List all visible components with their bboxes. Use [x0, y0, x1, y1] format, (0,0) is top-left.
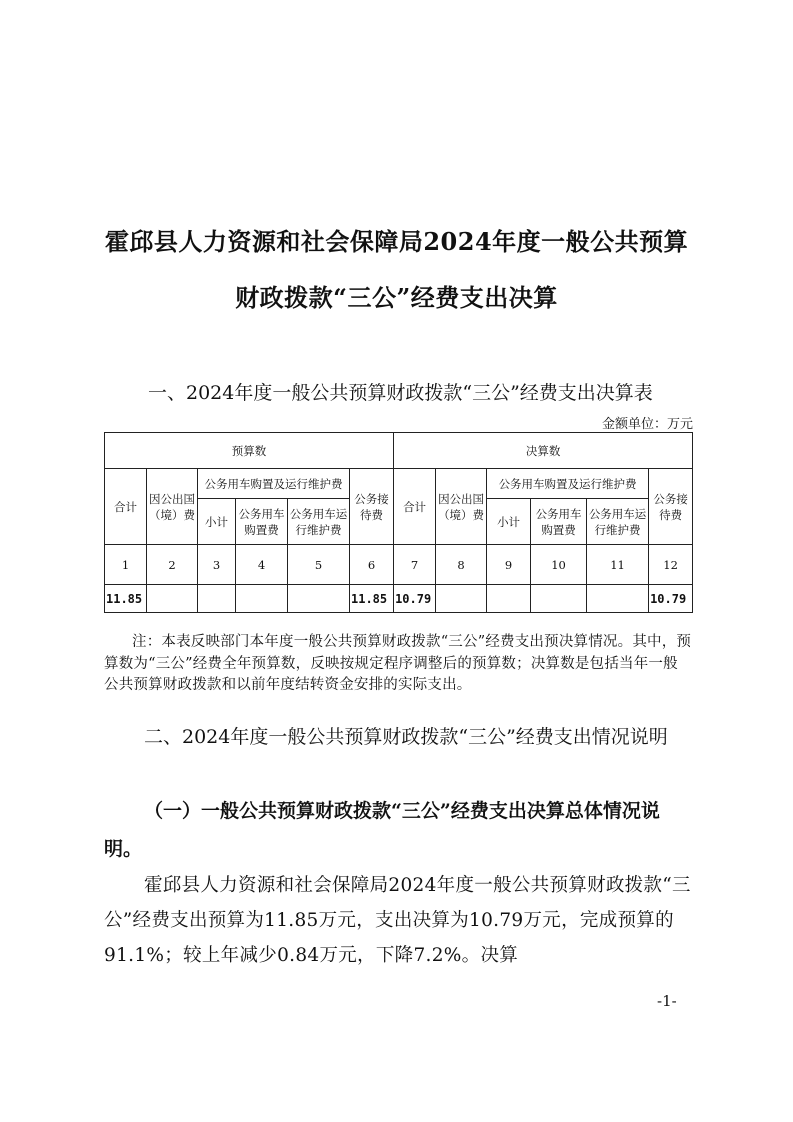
final-reception-header: 公务接待费: [649, 469, 693, 545]
final-abroad-header: 因公出国（境）费: [436, 469, 487, 545]
final-vehicle-group-header: 公务用车购置及运行维护费: [487, 469, 649, 499]
col-number: 4: [236, 545, 288, 585]
three-public-expenses-table: [104, 432, 693, 613]
budget-vehicle-group-header: 公务用车购置及运行维护费: [198, 469, 350, 499]
budget-total-header: 合计: [105, 469, 147, 545]
amount-unit: 金额单位：万元: [601, 417, 693, 432]
budget-abroad-header: 因公出国（境）费: [147, 469, 198, 545]
final-subtotal-header: 小计: [487, 499, 531, 545]
value-budget-reception: 11.85: [350, 585, 394, 613]
value-budget-abroad: [147, 585, 198, 613]
col-number: 6: [350, 545, 394, 585]
col-number: 2: [147, 545, 198, 585]
col-number: 11: [587, 545, 649, 585]
col-number: 12: [649, 545, 693, 585]
value-final-reception: 10.79: [649, 585, 693, 613]
col-number: 7: [394, 545, 436, 585]
final-vehicle-operation-header: 公务用车运行维护费: [587, 499, 649, 545]
section2-sub-heading: （一）一般公共预算财政拨款“三公”经费支出决算总体情况说明。: [104, 800, 660, 860]
budget-header: 预算数: [105, 433, 394, 469]
section2-paragraph: 霍邱县人力资源和社会保障局2024年度一般公共预算财政拨款“三公”经费支出预算为11.85万元，支出决算为10.79万元，完成预算的91.1%；较上年减少0.84万元，下降7.2%。决算: [104, 875, 691, 966]
col-number: 9: [487, 545, 531, 585]
budget-vehicle-operation-header: 公务用车运行维护费: [288, 499, 350, 545]
value-final-vehicle-purchase: [531, 585, 587, 613]
col-number: 5: [288, 545, 350, 585]
col-number: 8: [436, 545, 487, 585]
col-number: 3: [198, 545, 236, 585]
section2-heading: 二、2024年度一般公共预算财政拨款“三公”经费支出情况说明: [144, 726, 668, 748]
value-budget-subtotal: [198, 585, 236, 613]
final-total-header: 合计: [394, 469, 436, 545]
value-final-abroad: [436, 585, 487, 613]
table-note: 注：本表反映部门本年度一般公共预算财政拨款“三公”经费支出预决算情况。其中，预算数为“三公”经费全年预算数，反映按规定程序调整后的预算数；决算数是包括当年一般公共预算财政拨款和以前年度结转资金安排的实际支出。: [104, 634, 692, 693]
col-number: 1: [105, 545, 147, 585]
document-title-line2: 财政拨款“三公”经费支出决算: [235, 283, 558, 312]
section1-heading: 一、2024年度一般公共预算财政拨款“三公”经费支出决算表: [148, 382, 653, 404]
value-final-subtotal: [487, 585, 531, 613]
page-number: -1-: [657, 992, 677, 1010]
value-budget-vehicle-purchase: [236, 585, 288, 613]
value-budget-total: 11.85: [105, 585, 147, 613]
col-number: 10: [531, 545, 587, 585]
value-final-total: 10.79: [394, 585, 436, 613]
budget-subtotal-header: 小计: [198, 499, 236, 545]
value-budget-vehicle-operation: [288, 585, 350, 613]
budget-reception-header: 公务接待费: [350, 469, 394, 545]
value-final-vehicle-operation: [587, 585, 649, 613]
budget-vehicle-purchase-header: 公务用车购置费: [236, 499, 288, 545]
final-header: 决算数: [394, 433, 693, 469]
document-title-line1: 霍邱县人力资源和社会保障局2024年度一般公共预算: [104, 227, 689, 256]
final-vehicle-purchase-header: 公务用车购置费: [531, 499, 587, 545]
